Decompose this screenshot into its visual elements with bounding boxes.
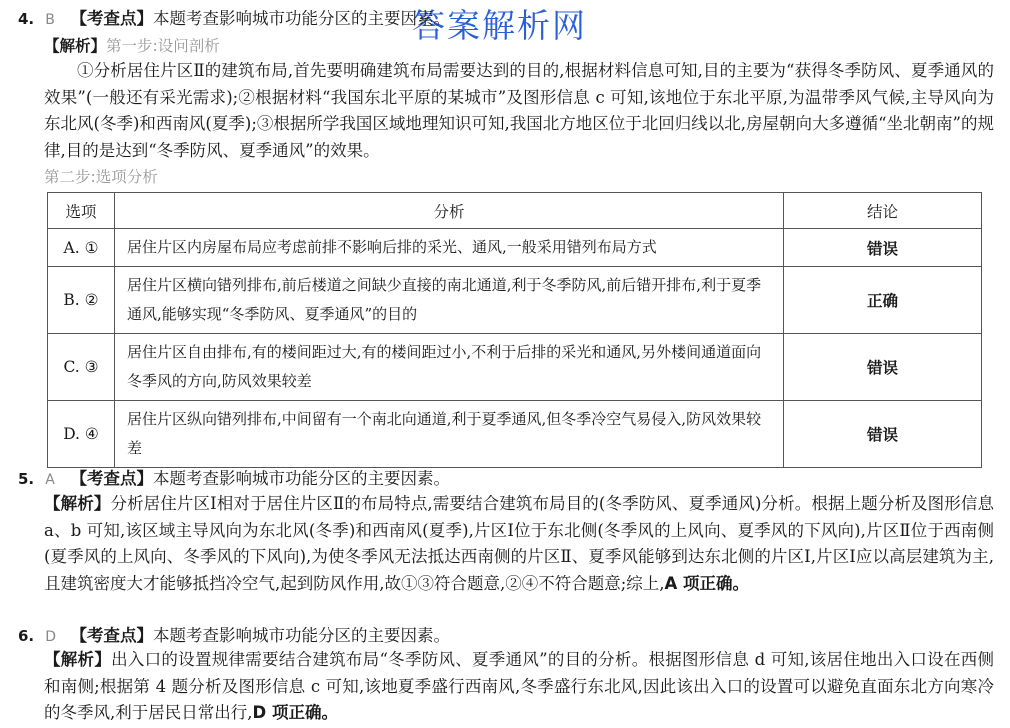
header-conclusion: 结论 [784, 193, 982, 229]
kaodian-text: 本题考查影响城市功能分区的主要因素。 [153, 9, 450, 28]
q5-analysis-paragraph [44, 491, 994, 597]
question-5-header [18, 466, 450, 493]
conclusion-cell: 错误 [784, 334, 982, 401]
answer-letter: B [45, 12, 55, 28]
q5-analysis-text: 分析居住片区Ⅰ相对于居住片区Ⅱ的布局特点,需要结合建筑布局目的(冬季防风、夏季通风)分析。根据上题分析及图形信息 a、b 可知,该区域主导风向为东北风(冬季)和西南风(夏季),片区Ⅰ位于东北侧(冬季风的上风向、夏季风的下风向),片区Ⅱ位于西南侧(夏季风的上风向、冬季风的下风向),为使冬季风无法抵达西南侧的片区Ⅱ、夏季风能够到达东北侧的片区Ⅰ,片区Ⅰ应以高层建筑为主,且建筑密度大才能够抵挡冷空气,起到防风作用,故①③符合题意,②④不符合题意;综上, [44, 494, 994, 593]
question-4-header [18, 6, 450, 33]
question-number: 5. [18, 470, 35, 488]
analysis-cell: 居住片区横向错列排布,前后楼道之间缺少直接的南北通道,利于冬季防风,前后错开排布,利于夏季通风,能够实现“冬季防风、夏季通风”的目的 [115, 267, 784, 334]
kaodian-text: 本题考查影响城市功能分区的主要因素。 [153, 469, 450, 488]
analysis-cell: 居住片区自由排布,有的楼间距过大,有的楼间距过小,不利于后排的采光和通风,另外楼间通道面向冬季风的方向,防风效果较差 [115, 334, 784, 401]
option-cell: A. ① [48, 229, 115, 267]
header-analysis: 分析 [115, 193, 784, 229]
step-1-label: 第一步:设问剖析 [106, 37, 220, 55]
question-number: 6. [18, 627, 35, 645]
jiexi-tag: 【解析】 [44, 37, 107, 55]
table-row [48, 229, 982, 267]
q6-conclusion: D 项正确。 [252, 703, 338, 723]
q5-conclusion: A 项正确。 [664, 573, 750, 593]
question-6-header [18, 623, 450, 650]
table-row [48, 267, 982, 334]
table-row [48, 334, 982, 401]
q6-analysis-text: 出入口的设置规律需要结合建筑布局“冬季防风、夏季通风”的目的分析。根据图形信息 d 可知,该居住地出入口设在西侧和南侧;根据第 4 题分析及图形信息 c 可知,该地夏季盛行西南风,冬季盛行东北风,因此该出入口的设置可以避免直面东北方向寒冷的冬季风,利于居民日常出行, [44, 650, 994, 723]
answer-letter: A [45, 472, 55, 488]
option-cell: C. ③ [48, 334, 115, 401]
conclusion-cell: 错误 [784, 229, 982, 267]
answer-letter: D [45, 629, 57, 645]
option-analysis-table [47, 192, 982, 468]
header-option: 选项 [48, 193, 115, 229]
jiexi-tag: 【解析】 [44, 650, 112, 669]
kaodian-text: 本题考查影响城市功能分区的主要因素。 [153, 626, 450, 645]
question-number: 4. [18, 10, 35, 28]
q6-analysis-paragraph [44, 647, 994, 727]
conclusion-cell: 错误 [784, 401, 982, 468]
step-2-label: 第二步:选项分析 [44, 168, 158, 186]
table-row [48, 401, 982, 468]
watermark: 答案解析网 [412, 6, 587, 45]
option-cell: B. ② [48, 267, 115, 334]
analysis-cell: 居住片区纵向错列排布,中间留有一个南北向通道,利于夏季通风,但冬季冷空气易侵入,防风效果较差 [115, 401, 784, 468]
q4-analysis-paragraph: ①分析居住片区Ⅱ的建筑布局,首先要明确建筑布局需要达到的目的,根据材料信息可知,目的主要为“获得冬季防风、夏季通风的效果”(一般还有采光需求);②根据材料“我国东北平原的某城市”及图形信息 c 可知,该地位于东北平原,为温带季风气候,主导风向为东北风(冬季)和西南风(夏季);③根据所学我国区域地理知识可知,我国北方地区位于北回归线以北,房屋朝向大多遵循“坐北朝南”的规律,目的是达到“冬季防风、夏季通风”的效果。 [44, 61, 994, 160]
table-header-row [48, 193, 982, 229]
kaodian-tag: 【考查点】 [70, 469, 153, 488]
option-cell: D. ④ [48, 401, 115, 468]
q4-jiexi-line [44, 34, 220, 58]
jiexi-tag: 【解析】 [44, 494, 111, 513]
analysis-cell: 居住片区内房屋布局应考虑前排不影响后排的采光、通风,一般采用错列布局方式 [115, 229, 784, 267]
kaodian-tag: 【考查点】 [70, 626, 153, 645]
kaodian-tag: 【考查点】 [70, 9, 153, 28]
conclusion-cell: 正确 [784, 267, 982, 334]
